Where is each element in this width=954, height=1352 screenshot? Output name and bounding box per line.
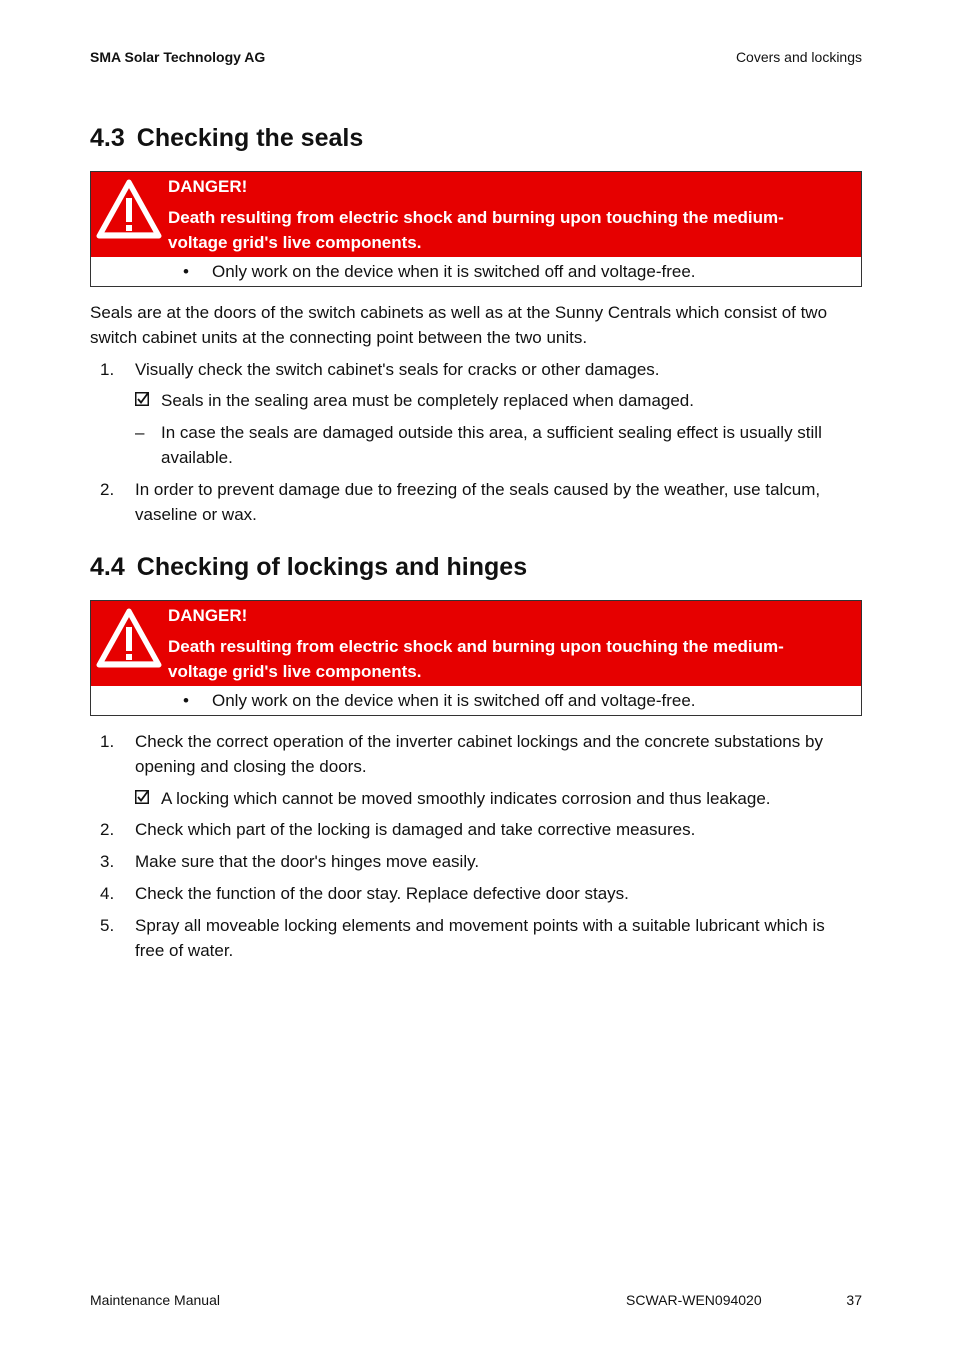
footer-manual-name: Maintenance Manual <box>90 1292 220 1308</box>
step-number: 1. <box>100 360 115 379</box>
section-heading-4-3 <box>90 124 363 153</box>
danger-banner <box>91 172 861 257</box>
bullet: • <box>183 262 189 281</box>
step-number: 3. <box>100 852 115 871</box>
section-number: 4.3 <box>90 124 125 152</box>
footer-page-number: 37 <box>846 1292 862 1308</box>
step-text: Make sure that the door's hinges move easily. <box>135 852 480 871</box>
header-chapter: Covers and lockings <box>735 49 862 65</box>
dash: – <box>135 423 145 442</box>
step-text: Check which part of the locking is damaged and take corrective measures. <box>135 820 696 839</box>
step-text: Spray all moveable locking elements and movement points with a suitable lubricant which is free of water. <box>135 916 825 960</box>
header-company: SMA Solar Technology AG <box>90 49 266 65</box>
step-number: 2. <box>100 820 115 839</box>
step-text: In order to prevent damage due to freezing of the seals caused by the weather, use talcum, vaseline or wax. <box>135 480 821 524</box>
section-heading-4-4 <box>90 553 527 582</box>
danger-banner <box>91 601 861 686</box>
step-number: 4. <box>100 884 115 903</box>
danger-bullet-text: Only work on the device when it is switched off and voltage-free. <box>212 691 696 710</box>
danger-box <box>90 171 862 287</box>
step-number: 5. <box>100 916 115 935</box>
danger-box <box>90 600 862 716</box>
checkbox-icon <box>135 790 149 804</box>
step-text: Visually check the switch cabinet's seals for cracks or other damages. <box>135 360 660 379</box>
section-title: Checking the seals <box>136 124 364 152</box>
check-text: Seals in the sealing area must be completely replaced when damaged. <box>161 391 694 410</box>
step-number: 1. <box>100 732 115 751</box>
section-number: 4.4 <box>90 553 125 581</box>
check-text: A locking which cannot be moved smoothly indicates corrosion and thus leakage. <box>161 789 771 808</box>
step-text: Check the correct operation of the inverter cabinet lockings and the concrete substations by opening and closing the doors. <box>135 732 823 776</box>
bullet: • <box>183 691 189 710</box>
danger-label: DANGER! <box>168 177 248 196</box>
step-text: Check the function of the door stay. Replace defective door stays. <box>135 884 629 903</box>
section-title: Checking of lockings and hinges <box>136 553 528 581</box>
danger-instruction <box>91 686 861 715</box>
danger-message: Death resulting from electric shock and burning upon touching the medium-voltage grid's live components. <box>168 208 784 252</box>
step-number: 2. <box>100 480 115 499</box>
warning-icon <box>96 607 162 669</box>
danger-label: DANGER! <box>168 606 248 625</box>
danger-message: Death resulting from electric shock and burning upon touching the medium-voltage grid's live components. <box>168 637 784 681</box>
danger-bullet-text: Only work on the device when it is switched off and voltage-free. <box>212 262 696 281</box>
dash-text: In case the seals are damaged outside this area, a sufficient sealing effect is usually still available. <box>161 423 822 467</box>
footer-doc-id: SCWAR-WEN094020 <box>626 1292 762 1308</box>
intro-paragraph: Seals are at the doors of the switch cabinets as well as at the Sunny Centrals which consist of two switch cabinet units at the connecting point between the two units. <box>90 303 828 347</box>
checkbox-icon <box>135 392 149 406</box>
danger-instruction <box>91 257 861 286</box>
warning-icon <box>96 178 162 240</box>
